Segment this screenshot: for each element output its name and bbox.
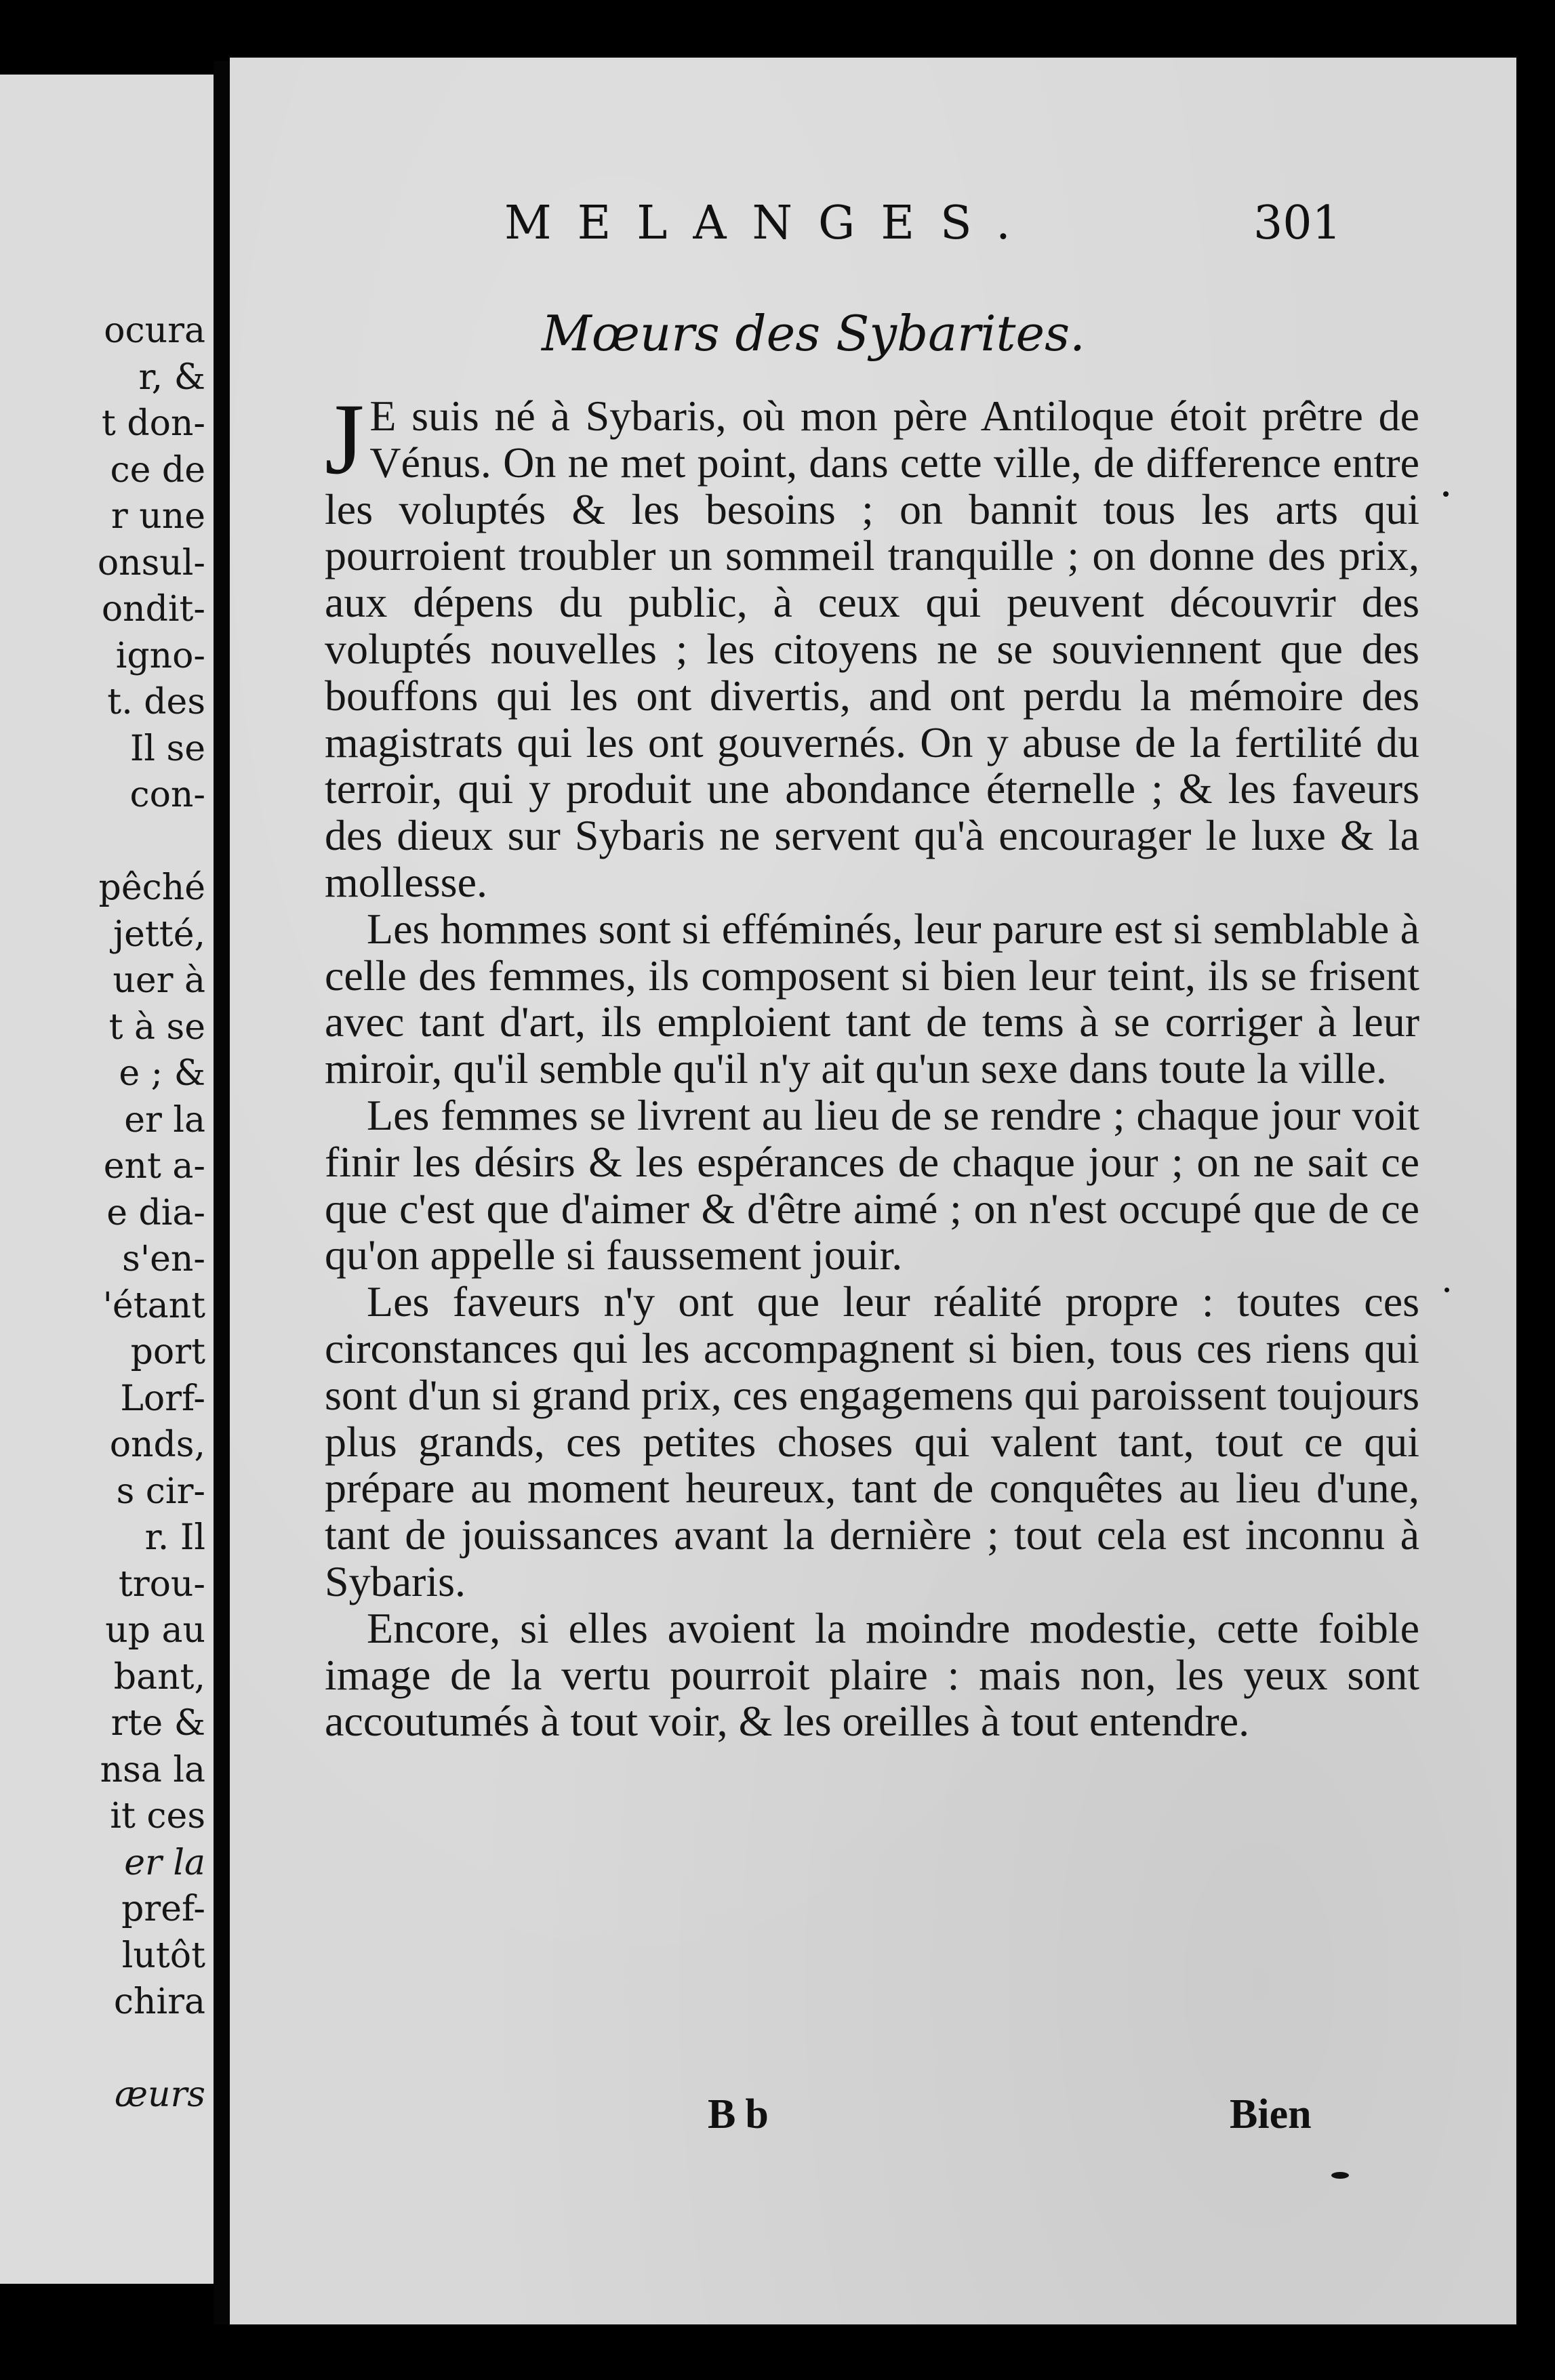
left-page-line: igno- bbox=[115, 635, 205, 676]
left-page-line: Lorf- bbox=[120, 1378, 205, 1419]
paragraph-1-text: E suis né à Sybaris, où mon père Antiloque étoit prêtre de Vénus. On ne met point, dans cette ville, de difference entre les voluptés & les besoins ; on bannit tous les arts qui pourroient troubler un sommeil tranquille ; on donne des prix, aux dépens du public, à ceux qui peuvent découvrir des voluptés nouvelles ; les citoyens ne se souviennent que des bouffons qui les ont divertis, and ont perdu la mémoire des magistrats qui les ont gouvernés. On y abuse de la fertilité du terroir, qui y produit une abondance éternelle ; & les faveurs des dieux sur Sybaris ne servent qu'à encourager le luxe & la mollesse. bbox=[325, 392, 1419, 906]
left-page-line: rte & bbox=[110, 1703, 205, 1744]
left-page-line: trou- bbox=[118, 1563, 205, 1605]
left-page-line: up au bbox=[105, 1610, 205, 1651]
left-page-line: t à se bbox=[108, 1006, 205, 1048]
ink-speck bbox=[1445, 1288, 1449, 1292]
paragraph-3: Les femmes se livrent au lieu de se rendre ; chaque jour voit finir les désirs & les espérances de chaque jour ; on ne sait ce que c'est que d'aimer & d'être aimé ; on n'est occupé que de ce qu'on appelle si faussement jouir. bbox=[325, 1090, 1419, 1279]
page-number: 301 bbox=[1253, 197, 1341, 250]
left-page-line: con- bbox=[129, 775, 205, 815]
left-page-line: it ces bbox=[110, 1796, 205, 1837]
left-page-line: t don- bbox=[101, 403, 205, 444]
left-page-line: s'en- bbox=[122, 1239, 205, 1279]
left-page-line: t. des bbox=[107, 682, 205, 722]
left-page-line: e dia- bbox=[106, 1192, 205, 1233]
left-page-line: er la bbox=[124, 1842, 205, 1883]
left-page-line: nsa la bbox=[100, 1749, 205, 1790]
running-title: MELANGES. bbox=[504, 197, 1036, 250]
left-page-line: onsul- bbox=[97, 542, 205, 583]
left-page-line: ocura bbox=[104, 310, 205, 351]
left-page-line: chira bbox=[113, 1982, 205, 2022]
book-page bbox=[230, 58, 1516, 2324]
left-page-line: uer à bbox=[113, 960, 205, 1001]
left-page-line: Il se bbox=[129, 728, 205, 769]
paragraph-5: Encore, si elles avoient la moindre modestie, cette foible image de la vertu pourroit plaire : mais non, les yeux sont accoutumés à tout voir, & les oreilles à tout entendre. bbox=[325, 1603, 1419, 1746]
left-page-line: lutôt bbox=[121, 1935, 205, 1976]
page-footer bbox=[230, 2091, 1516, 2145]
left-page-line: ondit- bbox=[101, 589, 205, 630]
essay-title: Mœurs des Sybarites. bbox=[542, 305, 1085, 362]
left-page-line: pref- bbox=[121, 1889, 205, 1929]
left-page-line: 'étant bbox=[102, 1285, 205, 1326]
paragraph-4: Les faveurs n'y ont que leur réalité propre : toutes ces circonstances qui les accompagnent si bien, tous ces riens qui sont d'un si grand prix, ces engagemens qui paroissent toujours plus grands, ces petites choses qui valent tant, tout ce qui prépare au moment heureux, tant de conquêtes au lieu d'une, tant de jouissances avant la dernière ; tout cela est inconnu à Sybaris. bbox=[325, 1277, 1419, 1605]
left-page-line: r, & bbox=[138, 356, 205, 398]
ink-speck bbox=[1443, 491, 1449, 497]
left-page-line: s cir- bbox=[116, 1471, 205, 1512]
signature-mark: Bb bbox=[708, 2091, 778, 2137]
left-page-line: ent a- bbox=[103, 1146, 205, 1187]
page-header bbox=[230, 197, 1516, 264]
previous-page-fragment bbox=[0, 75, 214, 2284]
paragraph-2: Les hommes sont si efféminés, leur parure est si semblable à celle des femmes, ils composent si bien leur teint, ils se frisent avec tant d'art, ils emploient tant de tems à se corriger à leur miroir, qu'il semble qu'il n'y ait qu'un sexe dans toute la ville. bbox=[325, 904, 1419, 1093]
left-page-line: onds, bbox=[109, 1424, 205, 1465]
left-page-line: ce de bbox=[110, 449, 205, 491]
book-gutter bbox=[214, 61, 230, 2324]
paragraph-1 bbox=[325, 383, 1419, 906]
left-page-line: pêché bbox=[98, 867, 205, 908]
left-page-line: jetté, bbox=[113, 914, 205, 955]
left-page-line: r une bbox=[110, 496, 205, 537]
essay-body bbox=[325, 383, 1419, 1746]
left-page-line: æurs bbox=[115, 2074, 205, 2115]
left-page-line: e ; & bbox=[119, 1053, 205, 1094]
ink-speck bbox=[1331, 2172, 1349, 2179]
left-page-line: r. Il bbox=[144, 1517, 205, 1558]
catchword: Bien bbox=[1230, 2091, 1312, 2137]
left-page-line: port bbox=[130, 1332, 205, 1372]
left-page-line: er la bbox=[124, 1099, 205, 1141]
drop-cap: J bbox=[325, 383, 365, 495]
left-page-line: bant, bbox=[113, 1656, 205, 1698]
